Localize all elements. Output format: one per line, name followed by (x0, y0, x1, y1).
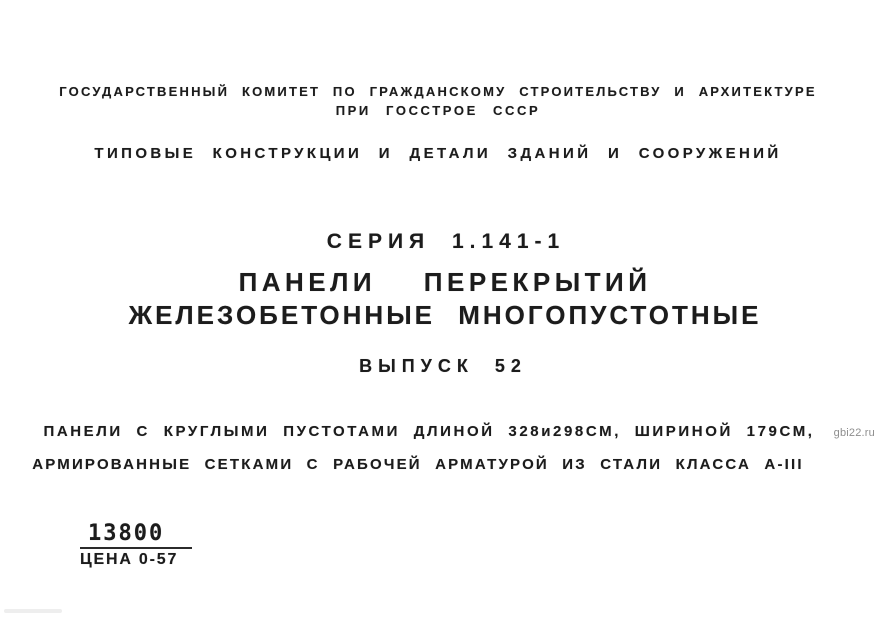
price-label: ЦЕНА 0-57 (80, 551, 179, 568)
organization-line-1: ГОСУДАРСТВЕННЫЙ КОМИТЕТ ПО ГРАЖДАНСКОМУ СТРОИТЕЛЬСТВУ И АРХИТЕКТУРЕ (59, 84, 817, 99)
description-line-1: ПАНЕЛИ С КРУГЛЫМИ ПУСТОТАМИ ДЛИНОЙ 328и298СМ, ШИРИНОЙ 179СМ, (43, 423, 815, 440)
site-watermark: gbi22.ru (833, 427, 875, 439)
description-line-2: АРМИРОВАННЫЕ СЕТКАМИ С РАБОЧЕЙ АРМАТУРОЙ ИЗ СТАЛИ КЛАССА А-III (32, 456, 804, 473)
price-block (80, 521, 192, 569)
collection-title: ТИПОВЫЕ КОНСТРУКЦИИ И ДЕТАЛИ ЗДАНИЙ И СООРУЖЕНИЙ (94, 145, 782, 162)
scan-artifact (4, 609, 62, 613)
issue-number: ВЫПУСК 52 (359, 356, 527, 376)
document-title-line-2: ЖЕЛЕЗОБЕТОННЫЕ МНОГОПУСТОТНЫЕ (128, 300, 762, 330)
series-number: СЕРИЯ 1.141-1 (326, 230, 566, 253)
stamp-code: 13800 (80, 521, 192, 549)
organization-line-2: ПРИ ГОССТРОЕ СССР (335, 103, 541, 118)
document-title-line-1: ПАНЕЛИ ПЕРЕКРЫТИЙ (238, 267, 652, 297)
